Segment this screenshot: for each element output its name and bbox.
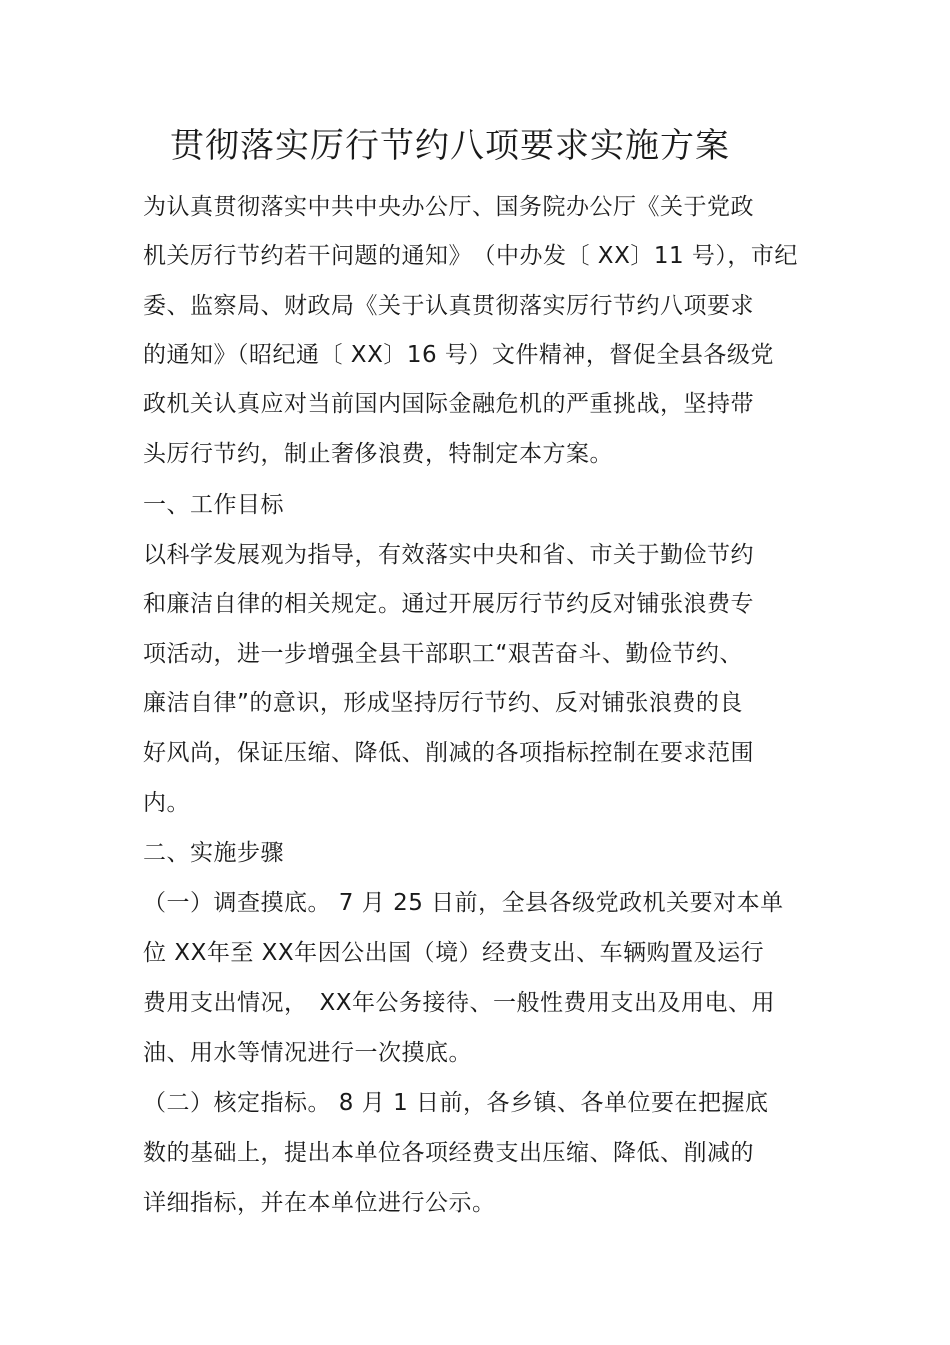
text-line: 费用支出情况， XX年公务接待、一般性费用支出及用电、用 [143,990,776,1016]
section-heading: 二、实施步骤 [143,840,284,866]
text-line: （二）核定指标。 8 月 1 日前，各乡镇、各单位要在把握底 [143,1090,769,1116]
text-line: （一）调查摸底。 7 月 25 日前，全县各级党政机关要对本单 [143,890,784,916]
text-line: 的通知》（昭纪通〔 XX〕16 号）文件精神，督促全县各级党 [143,342,774,368]
text-line: 和廉洁自律的相关规定。通过开展厉行节约反对铺张浪费专 [143,591,754,617]
text-line: 数的基础上，提出本单位各项经费支出压缩、降低、削减的 [143,1140,754,1166]
text-line: 项活动，进一步增强全县干部职工“艰苦奋斗、勤俭节约、 [143,641,743,667]
text-line: 内。 [143,790,190,816]
text-line: 以科学发展观为指导，有效落实中央和省、市关于勤俭节约 [143,542,754,568]
section-heading: 一、工作目标 [143,492,284,518]
text-line: 油、用水等情况进行一次摸底。 [143,1040,472,1066]
text-line: 好风尚，保证压缩、降低、削减的各项指标控制在要求范围 [143,740,754,766]
text-line: 委、监察局、财政局《关于认真贯彻落实厉行节约八项要求 [143,293,754,319]
text-line: 详细指标，并在本单位进行公示。 [143,1190,496,1216]
text-line: 政机关认真应对当前国内国际金融危机的严重挑战，坚持带 [143,391,754,417]
text-line: 位 XX年至 XX年因公出国（境）经费支出、车辆购置及运行 [143,940,765,966]
text-line: 廉洁自律”的意识，形成坚持厉行节约、反对铺张浪费的良 [143,690,743,716]
text-line: 头厉行节约，制止奢侈浪费，特制定本方案。 [143,441,613,467]
text-line: 机关厉行节约若干问题的通知》 （中办发〔 XX〕11 号），市纪 [143,243,798,269]
text-line: 为认真贯彻落实中共中央办公厅、国务院办公厅《关于党政 [143,194,754,220]
document-title: 贯彻落实厉行节约八项要求实施方案 [170,126,730,166]
